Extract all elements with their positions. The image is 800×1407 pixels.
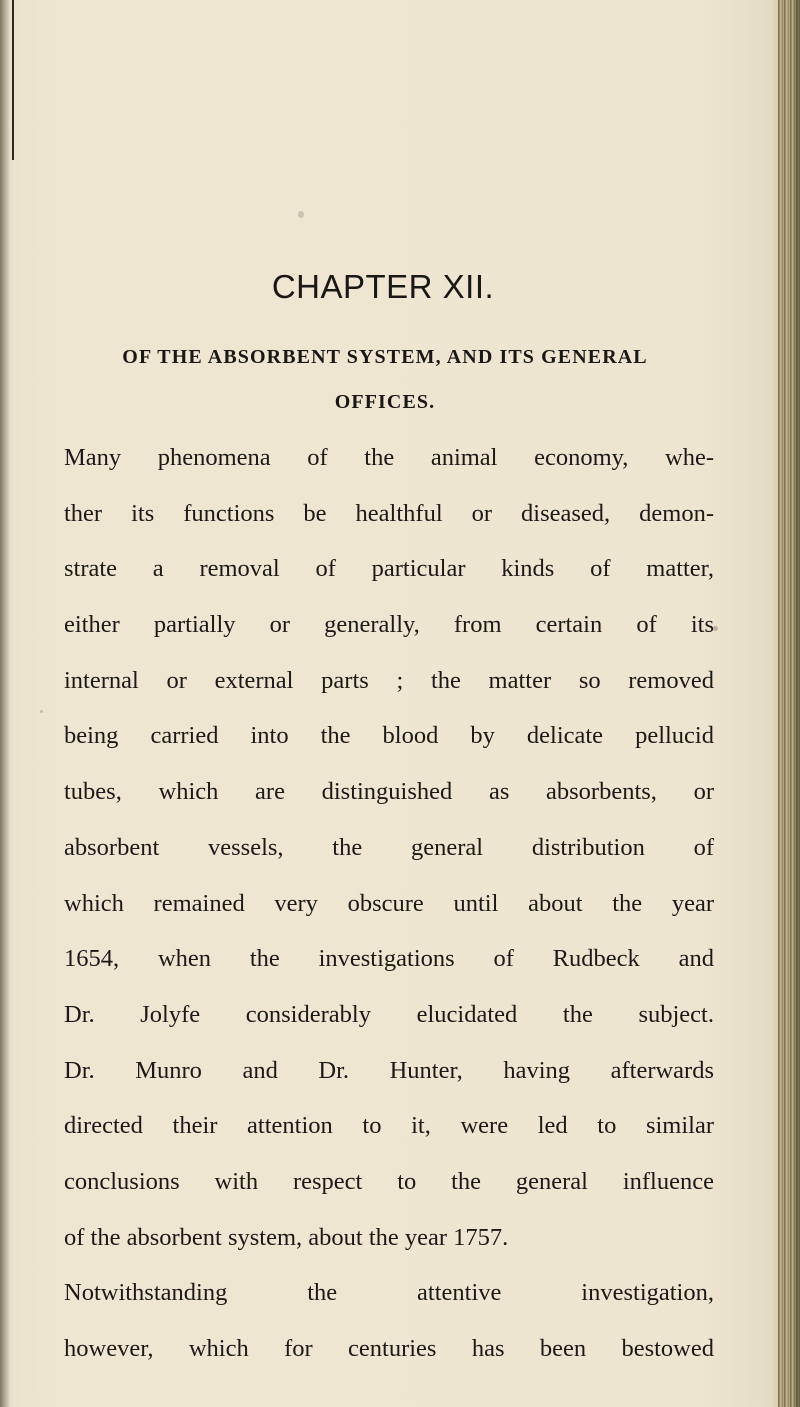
text-line: 1654, when the investigations of Rudbeck and xyxy=(64,945,714,973)
chapter-title: CHAPTER XII. xyxy=(271,268,495,305)
text-line: internal or external parts ; the matter so removed xyxy=(64,666,714,694)
text-line: which remained very obscure until about the year xyxy=(64,889,714,917)
section-heading-line: OF THE ABSORBENT SYSTEM, AND ITS GENERAL xyxy=(122,346,648,368)
text-line: either partially or generally, from certain of its xyxy=(64,611,714,639)
page-right-edge-shadow xyxy=(792,0,800,1407)
text-line: strate a removal of particular kinds of matter, xyxy=(64,555,714,583)
text-line: absorbent vessels, the general distribution of xyxy=(64,833,714,861)
text-line: Notwithstanding the attentive investigation, xyxy=(64,1279,714,1307)
section-heading-line: OFFICES. xyxy=(334,391,436,413)
text-line: being carried into the blood by delicate pellucid xyxy=(64,722,714,750)
paper-speck xyxy=(40,710,43,713)
text-line: ther its functions be healthful or diseased, demon- xyxy=(64,499,714,527)
body-text xyxy=(64,430,714,1377)
paper-speck xyxy=(298,211,304,218)
text-line: of the absorbent system, about the year 1757. xyxy=(64,1223,509,1251)
section-heading xyxy=(60,335,710,425)
binding-shadow xyxy=(12,0,14,160)
text-line: conclusions with respect to the general influence xyxy=(64,1167,714,1195)
text-line: however, which for centuries has been bestowed xyxy=(64,1335,714,1362)
text-line: tubes, which are distinguished as absorbents, or xyxy=(64,778,714,806)
text-line: directed their attention to it, were led to similar xyxy=(64,1112,714,1140)
text-line: Many phenomena of the animal economy, whe- xyxy=(64,444,714,471)
text-line: Dr. Munro and Dr. Hunter, having afterwards xyxy=(64,1056,714,1084)
text-line: Dr. Jolyfe considerably elucidated the subject. xyxy=(64,1000,714,1028)
page-left-edge xyxy=(0,0,10,1407)
